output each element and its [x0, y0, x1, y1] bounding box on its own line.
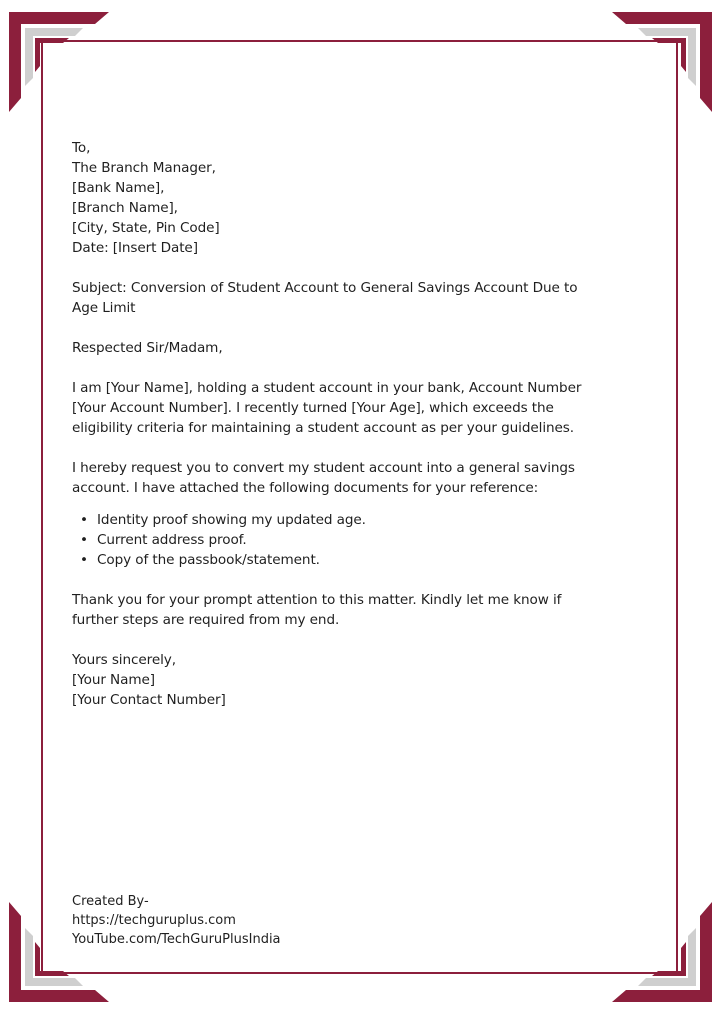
corner-ornament-top-right: [612, 12, 712, 112]
salutation: [72, 338, 632, 358]
corner-ornament-bottom-right: [612, 902, 712, 1002]
address-branch: [Branch Name],: [72, 200, 178, 216]
list-item: [80, 510, 632, 530]
corner-ornament-top-left: [9, 12, 109, 112]
paragraph-line: eligibility criteria for maintaining a student account as per your guidelines.: [72, 420, 574, 436]
letter-date: Date: [Insert Date]: [72, 240, 198, 256]
letter-body: [72, 138, 632, 710]
address-bank: [Bank Name],: [72, 180, 165, 196]
bullet-icon: •: [80, 532, 88, 548]
subject-line: [72, 278, 632, 318]
paragraph-line: account. I have attached the following documents for your reference:: [72, 480, 539, 496]
list-item-text: Copy of the passbook/statement.: [97, 552, 320, 568]
paragraph-line: further steps are required from my end.: [72, 612, 340, 628]
signature-name: [Your Name]: [72, 672, 155, 688]
paragraph-line: [Your Account Number]. I recently turned [Your Age], which exceeds the: [72, 400, 554, 416]
list-item-text: Current address proof.: [97, 532, 247, 548]
paragraph-line: I am [Your Name], holding a student account in your bank, Account Number: [72, 380, 582, 396]
signature-contact: [Your Contact Number]: [72, 692, 226, 708]
credits-youtube-link[interactable]: YouTube.com/TechGuruPlusIndia: [72, 932, 281, 947]
bullet-icon: •: [80, 512, 88, 528]
credits-block: [72, 892, 281, 949]
list-item: [80, 550, 632, 570]
list-item-text: Identity proof showing my updated age.: [97, 512, 366, 528]
salutation-text: Respected Sir/Madam,: [72, 340, 223, 356]
recipient-address: [72, 138, 632, 258]
address-title: The Branch Manager,: [72, 160, 216, 176]
subject-text-2: Age Limit: [72, 300, 136, 316]
address-city: [City, State, Pin Code]: [72, 220, 220, 236]
body-paragraph-3: [72, 590, 632, 630]
list-item: [80, 530, 632, 550]
bullet-icon: •: [80, 552, 88, 568]
body-paragraph-2: [72, 458, 632, 498]
address-to: To,: [72, 140, 91, 156]
body-paragraph-1: [72, 378, 632, 438]
closing: [72, 650, 632, 710]
signoff-text: Yours sincerely,: [72, 652, 176, 668]
credits-website-link[interactable]: https://techguruplus.com: [72, 913, 236, 928]
paragraph-line: I hereby request you to convert my student account into a general savings: [72, 460, 575, 476]
paragraph-line: Thank you for your prompt attention to this matter. Kindly let me know if: [72, 592, 562, 608]
credits-label: Created By-: [72, 894, 149, 909]
subject-text-1: Subject: Conversion of Student Account to General Savings Account Due to: [72, 280, 578, 296]
documents-list: [72, 510, 632, 570]
